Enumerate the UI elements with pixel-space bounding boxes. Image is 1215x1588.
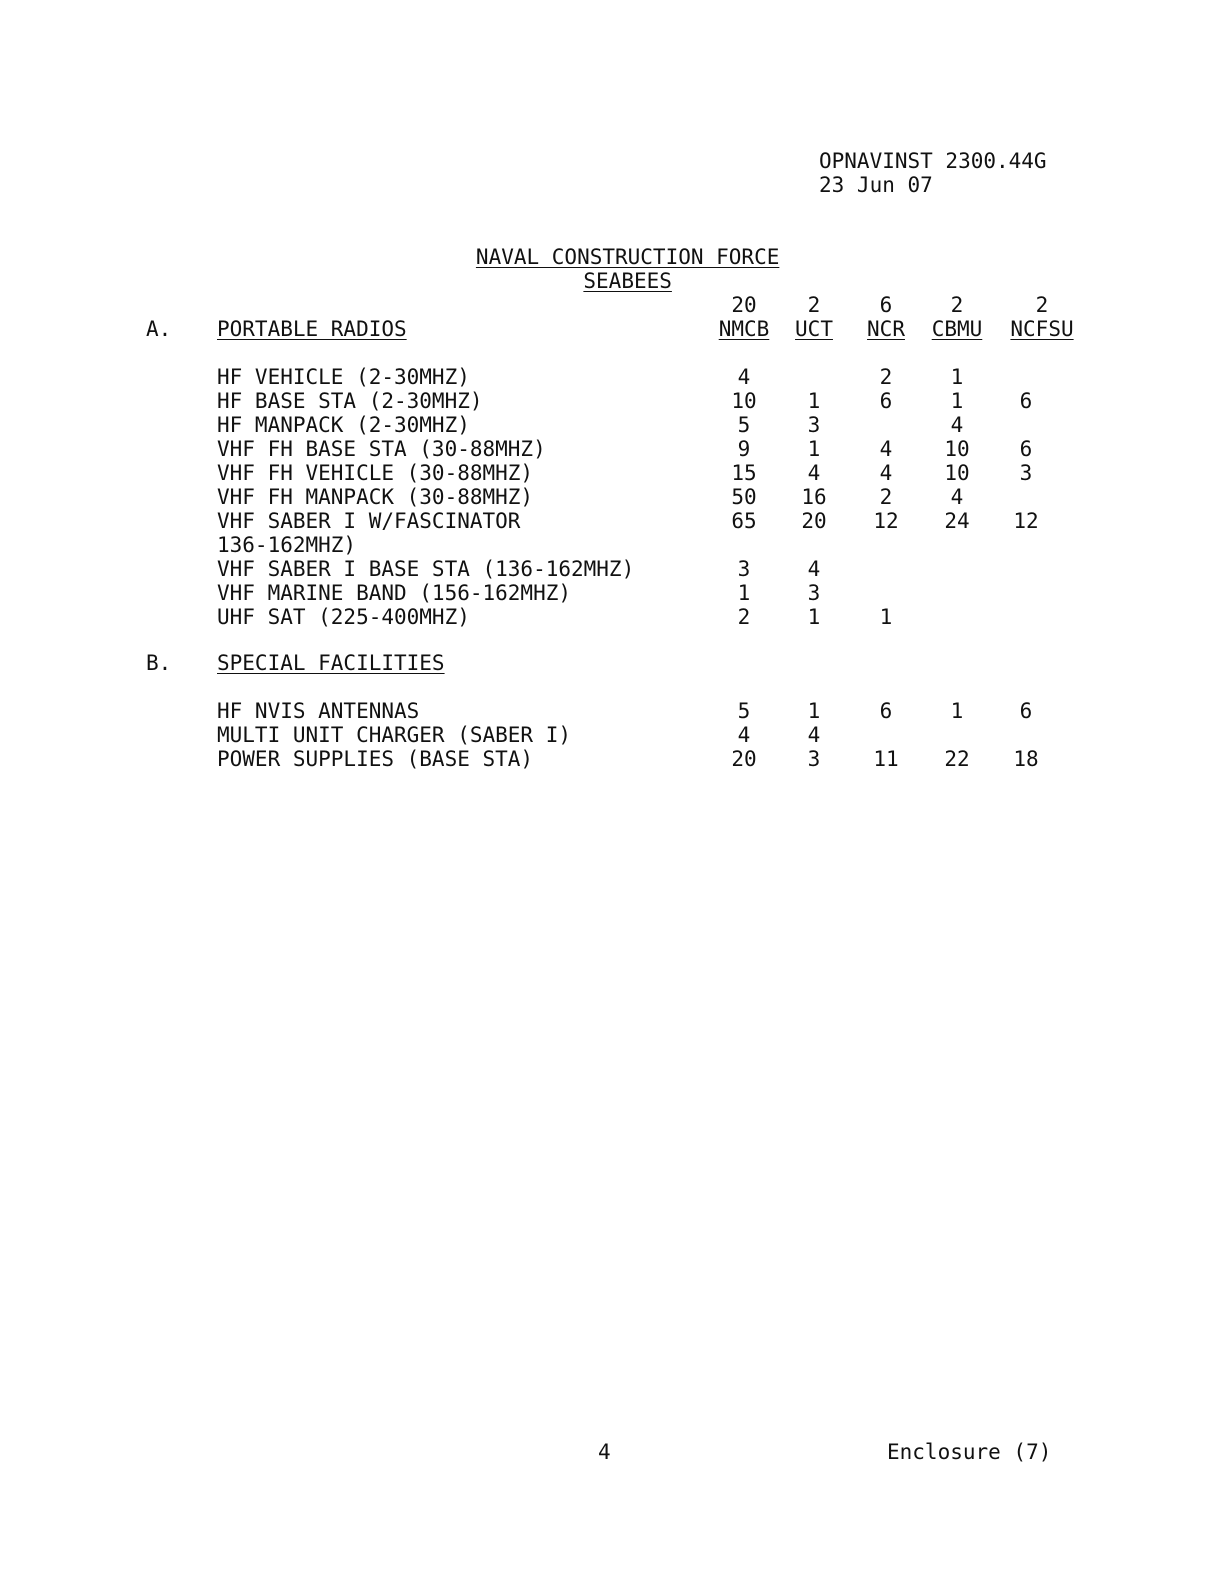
row-label: HF VEHICLE (2-30MHZ) <box>217 365 470 389</box>
row-value: 12 <box>1013 509 1039 533</box>
section-heading-portable-radios: PORTABLE RADIOS <box>217 317 407 341</box>
row-value: 4 <box>737 365 751 389</box>
row-value: 4 <box>950 485 964 509</box>
row-value: 15 <box>731 461 757 485</box>
col-name-cbmu: CBMU <box>931 317 983 341</box>
row-label: VHF FH VEHICLE (30-88MHZ) <box>217 461 534 485</box>
row-label: UHF SAT (225-400MHZ) <box>217 605 470 629</box>
col-name-nmcb: NMCB <box>718 317 770 341</box>
row-label: HF MANPACK (2-30MHZ) <box>217 413 470 437</box>
row-value: 6 <box>1019 699 1033 723</box>
section-letter-b: B. <box>146 651 172 675</box>
row-value: 3 <box>807 747 821 771</box>
row-value: 10 <box>944 461 970 485</box>
page-number: 4 <box>598 1440 611 1464</box>
row-value: 20 <box>801 509 827 533</box>
col-count-ncr: 6 <box>879 293 893 317</box>
row-value: 4 <box>807 723 821 747</box>
col-count-ncfsu: 2 <box>1035 293 1049 317</box>
row-value: 3 <box>807 581 821 605</box>
col-name-ncr: NCR <box>867 317 905 341</box>
row-value: 20 <box>731 747 757 771</box>
col-name-ncfsu: NCFSU <box>1010 317 1074 341</box>
row-value: 6 <box>879 389 893 413</box>
row-value: 1 <box>807 699 821 723</box>
row-value: 2 <box>737 605 751 629</box>
row-value: 2 <box>879 485 893 509</box>
row-value: 1 <box>950 699 964 723</box>
row-value: 1 <box>879 605 893 629</box>
col-name-uct: UCT <box>795 317 833 341</box>
title-line-1: NAVAL CONSTRUCTION FORCE <box>475 245 780 269</box>
row-label: VHF FH MANPACK (30-88MHZ) <box>217 485 534 509</box>
row-value: 50 <box>731 485 757 509</box>
page-subtitle <box>380 245 850 293</box>
row-value: 65 <box>731 509 757 533</box>
row-value: 12 <box>873 509 899 533</box>
document-date: 23 Jun 07 <box>819 173 933 197</box>
row-value: 10 <box>731 389 757 413</box>
row-value: 2 <box>879 365 893 389</box>
col-count-uct: 2 <box>807 293 821 317</box>
section-letter-a: A. <box>146 317 172 341</box>
row-value: 24 <box>944 509 970 533</box>
col-count-nmcb: 20 <box>731 293 757 317</box>
row-value: 1 <box>807 605 821 629</box>
row-value: 1 <box>807 437 821 461</box>
row-value: 3 <box>737 557 751 581</box>
row-value: 10 <box>944 437 970 461</box>
row-label: HF BASE STA (2-30MHZ) <box>217 389 483 413</box>
row-value: 22 <box>944 747 970 771</box>
title-line-2: SEABEES <box>583 269 672 293</box>
row-value: 3 <box>807 413 821 437</box>
row-value: 4 <box>807 557 821 581</box>
row-label: MULTI UNIT CHARGER (SABER I) <box>217 723 572 747</box>
row-value: 16 <box>801 485 827 509</box>
row-value: 9 <box>737 437 751 461</box>
row-label: VHF SABER I W/FASCINATOR <box>217 509 521 533</box>
row-value: 5 <box>737 413 751 437</box>
row-value: 6 <box>879 699 893 723</box>
row-value: 6 <box>1019 437 1033 461</box>
row-value: 6 <box>1019 389 1033 413</box>
enclosure-label: Enclosure (7) <box>887 1440 1052 1464</box>
row-value: 4 <box>879 461 893 485</box>
row-label: VHF SABER I BASE STA (136-162MHZ) <box>217 557 635 581</box>
row-value: 1 <box>950 365 964 389</box>
row-value: 4 <box>807 461 821 485</box>
col-count-cbmu: 2 <box>950 293 964 317</box>
row-value: 4 <box>950 413 964 437</box>
row-value: 11 <box>873 747 899 771</box>
row-label: VHF FH BASE STA (30-88MHZ) <box>217 437 546 461</box>
row-value: 4 <box>879 437 893 461</box>
row-value: 3 <box>1019 461 1033 485</box>
row-label: POWER SUPPLIES (BASE STA) <box>217 747 534 771</box>
row-value: 1 <box>737 581 751 605</box>
row-label: VHF MARINE BAND (156-162MHZ) <box>217 581 572 605</box>
section-heading-special-facilities: SPECIAL FACILITIES <box>217 651 445 675</box>
row-label: HF NVIS ANTENNAS <box>217 699 420 723</box>
row-value: 1 <box>950 389 964 413</box>
row-label-continued: 136-162MHZ) <box>217 533 357 557</box>
row-value: 1 <box>807 389 821 413</box>
row-value: 5 <box>737 699 751 723</box>
row-value: 18 <box>1013 747 1039 771</box>
document-id: OPNAVINST 2300.44G <box>819 149 1047 173</box>
row-value: 4 <box>737 723 751 747</box>
